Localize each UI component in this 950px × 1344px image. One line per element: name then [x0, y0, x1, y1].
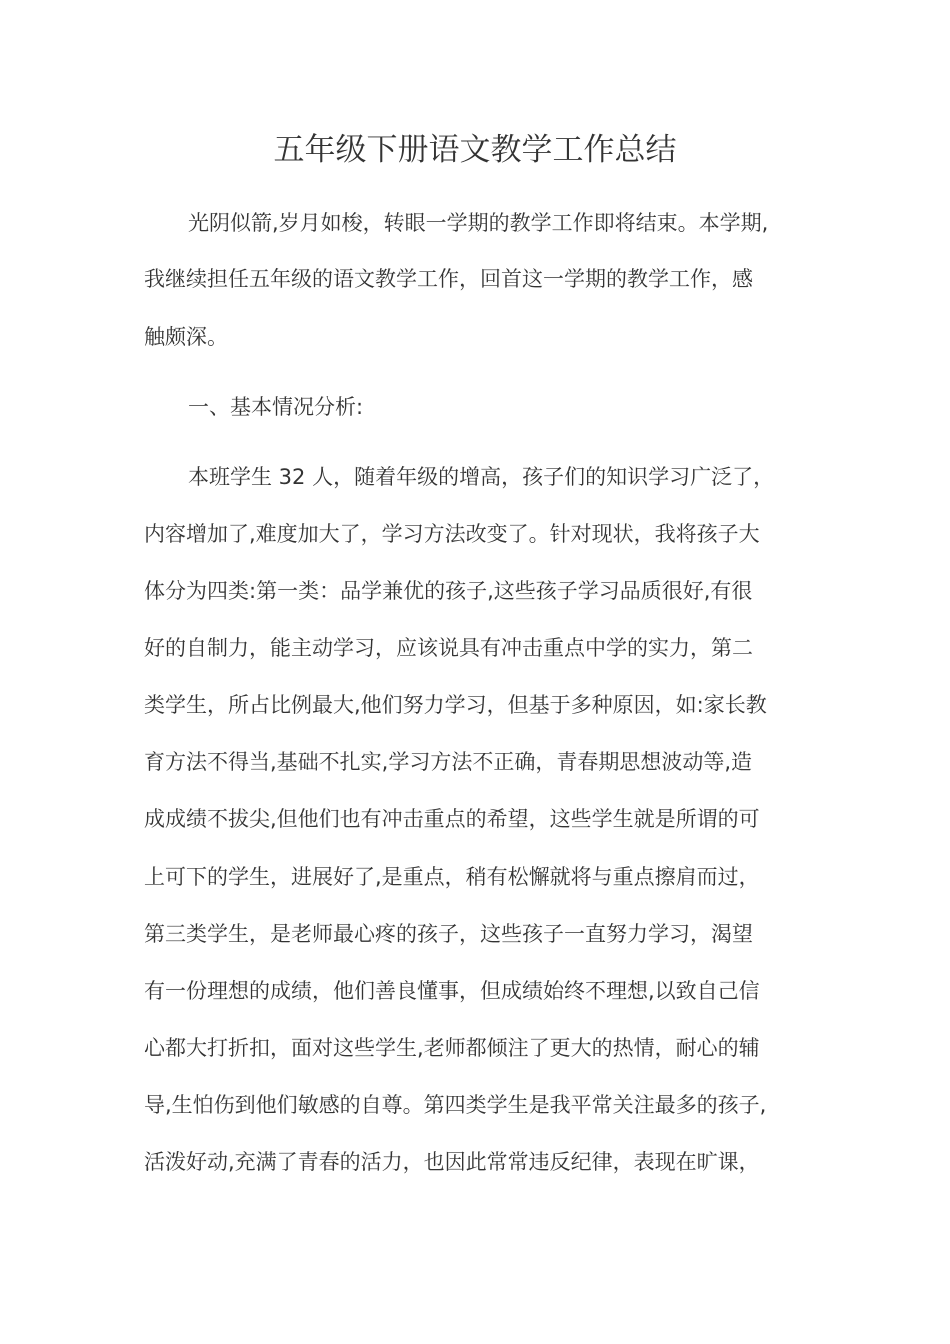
paragraph-line: 第三类学生，是老师最心疼的孩子，这些孩子一直努力学习，渴望: [144, 922, 753, 946]
paragraph-line: 活泼好动,充满了青春的活力，也因此常常违反纪律，表现在旷课，: [144, 1150, 760, 1174]
paragraph-line: 触颇深。: [144, 325, 228, 349]
paragraph-line: 导,生怕伤到他们敏感的自尊。第四类学生是我平常关注最多的孩子,: [144, 1093, 767, 1117]
paragraph-line: 心都大打折扣，面对这些学生,老师都倾注了更大的热情，耐心的辅: [144, 1036, 760, 1060]
paragraph-line: 成成绩不拔尖,但他们也有冲击重点的希望，这些学生就是所谓的可: [144, 807, 760, 831]
paragraph-line: 体分为四类:第一类：品学兼优的孩子,这些孩子学习品质很好,有很: [144, 579, 753, 603]
paragraph-line: 有一份理想的成绩，他们善良懂事，但成绩始终不理想,以致自己信: [144, 979, 760, 1003]
paragraph-line: 育方法不得当,基础不扎实,学习方法不正确，青春期思想波动等,造: [144, 750, 753, 774]
paragraph-line: 光阴似箭,岁月如梭，转眼一学期的教学工作即将结束。本学期,: [188, 211, 769, 235]
paragraph-line: 类学生，所占比例最大,他们努力学习，但基于多种原因，如:家长教: [144, 693, 767, 717]
paragraph-line: 上可下的学生，进展好了,是重点，稍有松懈就将与重点擦肩而过，: [144, 865, 760, 889]
document-title: 五年级下册语文教学工作总结: [273, 132, 677, 168]
paragraph-line: 本班学生 32 人，随着年级的增高，孩子们的知识学习广泛了，: [188, 465, 775, 489]
paragraph-line: 内容增加了,难度加大了，学习方法改变了。针对现状，我将孩子大: [144, 522, 760, 546]
paragraph-line: 好的自制力，能主动学习，应该说具有冲击重点中学的实力，第二: [144, 636, 753, 660]
section-heading: 一、基本情况分析:: [188, 395, 364, 419]
paragraph-line: 我继续担任五年级的语文教学工作，回首这一学期的教学工作，感: [144, 267, 753, 291]
